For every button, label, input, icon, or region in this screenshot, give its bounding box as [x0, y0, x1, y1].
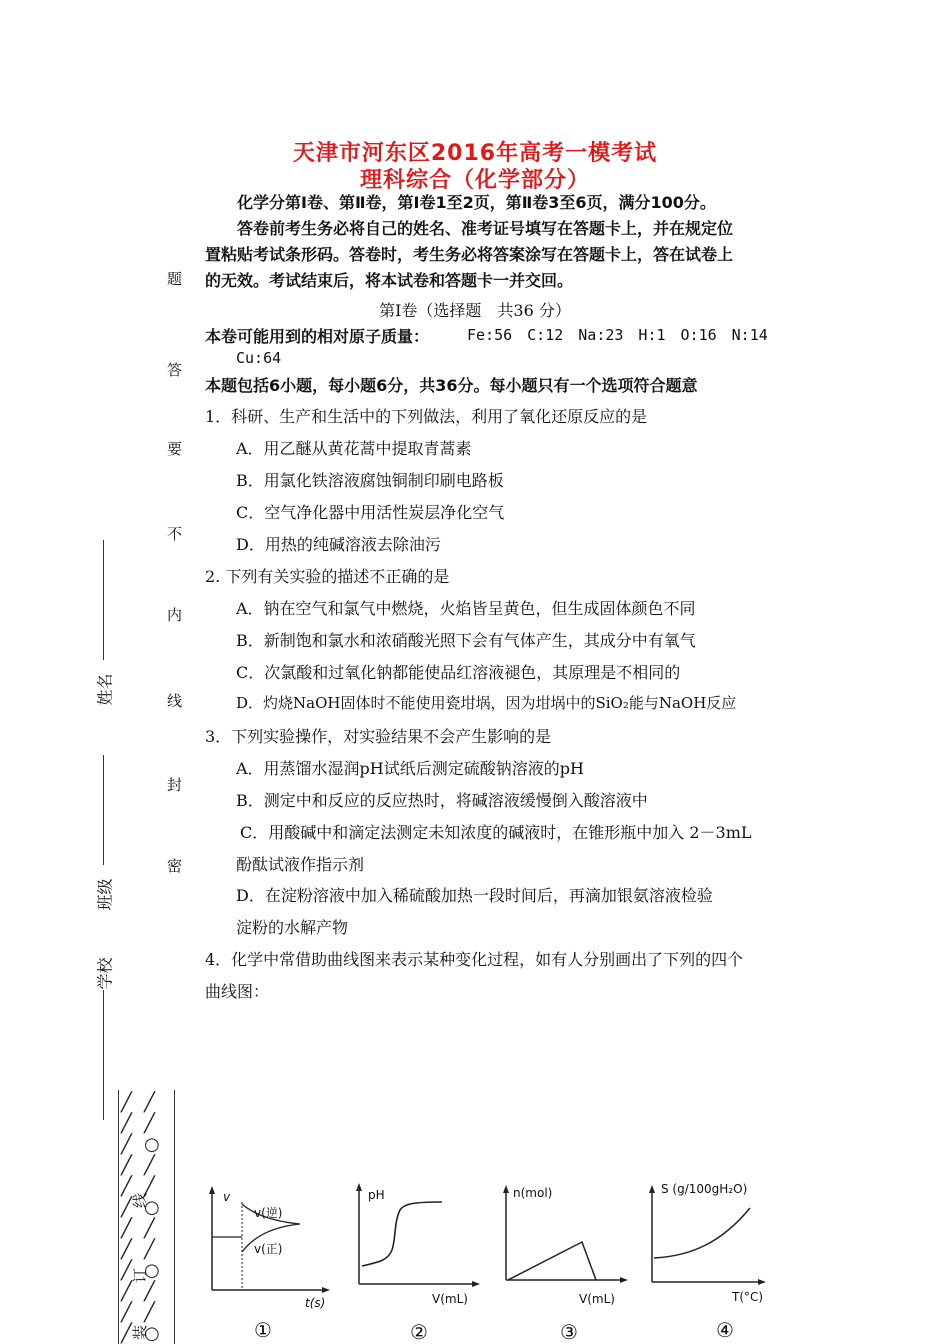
binding-dashes: ╱ ╱ ○ ╱ ╱ ○ ╱ ╱ ○ ╱ ╱ ○	[144, 1092, 160, 1344]
question-3-option-c: C．用酸碱中和滴定法测定未知浓度的碱液时，在锥形瓶中加入 2－3mL	[240, 823, 752, 842]
binding-strip-right	[174, 1090, 175, 1344]
question-3-option-a: A．用蒸馏水湿润pH试纸后测定硫酸钠溶液的pH	[236, 759, 584, 778]
document-subtitle: 理科综合（化学部分）	[359, 168, 590, 193]
graph-4-number: ④	[716, 1318, 734, 1342]
class-label: 班级	[95, 878, 115, 911]
graph-3-ylabel: n(mol)	[513, 1186, 553, 1200]
binding-dashes: ╱ ╱ ╱ ╱ ╱ ╱ ╱ ╱ ╱ ╱ ╱ ╱	[121, 1092, 132, 1344]
question-2-option-b: B．新制饱和氯水和浓硝酸光照下会有气体产生，其成分中有氧气	[236, 631, 696, 650]
binding-char: 线	[131, 1192, 150, 1209]
question-2-option-d: D．灼烧NaOH固体时不能使用瓷坩埚，因为坩埚中的SiO₂能与NaOH反应	[236, 694, 737, 712]
name-label: 姓名	[95, 673, 115, 706]
seal-char: 线	[167, 692, 183, 710]
question-3-option-c-cont: 酚酞试液作指示剂	[236, 855, 365, 874]
question-1-option-a: A．用乙醚从黄花蒿中提取青蒿素	[236, 439, 472, 458]
seal-char: 答	[167, 361, 183, 379]
name-line	[103, 540, 104, 660]
question-2-option-c: C．次氯酸和过氧化钠都能使品红溶液褪色，其原理是不相同的	[236, 663, 681, 682]
question-2-stem: 2. 下列有关实验的描述不正确的是	[205, 567, 450, 586]
graph-4	[642, 1178, 772, 1298]
question-4-stem: 4．化学中常借助曲线图来表示某种变化过程，如有人分别画出了下列的四个	[205, 950, 744, 969]
question-1-option-b: B．用氯化铁溶液腐蚀铜制印刷电路板	[236, 471, 504, 490]
seal-char: 密	[167, 857, 183, 875]
question-3-option-d-cont: 淀粉的水解产物	[236, 918, 349, 937]
question-3-option-d: D．在淀粉溶液中加入稀硫酸加热一段时间后，再滴加银氨溶液检验	[236, 886, 713, 905]
school-label: 学校	[95, 957, 115, 990]
graph-2-xlabel: V(mL)	[432, 1292, 468, 1306]
graph-4-ylabel: S (g/100gH₂O)	[661, 1182, 748, 1196]
question-1-option-d: D．用热的纯碱溶液去除油污	[236, 535, 441, 554]
graph-1-reverse-label: v(逆)	[254, 1206, 283, 1220]
atomic-mass-label: 本卷可能用到的相对原子质量：	[205, 327, 430, 346]
section-title: 第Ⅰ卷（选择题 共36 分）	[379, 301, 571, 320]
graph-2-ylabel: pH	[368, 1188, 385, 1202]
graph-3-xlabel: V(mL)	[579, 1292, 615, 1306]
question-2-option-a: A．钠在空气和氯气中燃烧，火焰皆呈黄色，但生成固体颜色不同	[236, 599, 696, 618]
question-1-option-c: C．空气净化器中用活性炭层净化空气	[236, 503, 505, 522]
question-3-stem: 3．下列实验操作，对实验结果不会产生影响的是	[205, 727, 552, 746]
binding-strip-left	[118, 1090, 119, 1344]
graph-4-xlabel: T(°C)	[732, 1290, 764, 1304]
document-title: 天津市河东区2016年高考一模考试	[292, 141, 658, 166]
seal-char: 题	[167, 270, 183, 288]
atomic-mass-values: Fe:56 C:12 Na:23 H:1 O:16 N:14	[467, 326, 768, 344]
seal-char: 要	[167, 440, 183, 458]
instructions: 本题包括6小题，每小题6分，共36分。每小题只有一个选项符合题意	[205, 376, 698, 395]
intro-line-2: 答卷前考生务必将自己的姓名、准考证号填写在答题卡上，并在规定位	[237, 219, 734, 238]
graph-1-forward-label: v(正)	[254, 1242, 283, 1256]
question-4-stem-cont: 曲线图：	[205, 982, 270, 1001]
seal-char: 内	[167, 606, 183, 624]
binding-char: 装	[131, 1324, 150, 1341]
graph-3-number: ③	[560, 1320, 578, 1344]
question-1-stem: 1．科研、生产和生活中的下列做法，利用了氧化还原反应的是	[205, 407, 648, 426]
seal-char: 不	[167, 525, 183, 543]
graph-1-number: ①	[254, 1318, 272, 1342]
intro-line-4: 的无效。考试结束后，将本试卷和答题卡一并交回。	[205, 271, 574, 290]
graph-2-number: ②	[410, 1320, 428, 1344]
seal-char: 封	[167, 776, 183, 794]
class-line	[103, 755, 104, 865]
graph-1-xlabel: t(s)	[305, 1296, 326, 1310]
question-3-option-b: B．测定中和反应的反应热时，将碱溶液缓慢倒入酸溶液中	[236, 791, 648, 810]
intro-line-3: 置粘贴考试条形码。答卷时，考生务必将答案涂写在答题卡上，答在试卷上	[205, 245, 734, 264]
school-line	[103, 990, 104, 1120]
intro-line-1: 化学分第Ⅰ卷、第Ⅱ卷，第Ⅰ卷1至2页，第Ⅱ卷3至6页，满分100分。	[237, 193, 716, 212]
binding-char: 订	[131, 1267, 150, 1284]
atomic-mass-values-2: Cu:64	[236, 349, 282, 367]
graph-1-ylabel: v	[223, 1190, 231, 1204]
